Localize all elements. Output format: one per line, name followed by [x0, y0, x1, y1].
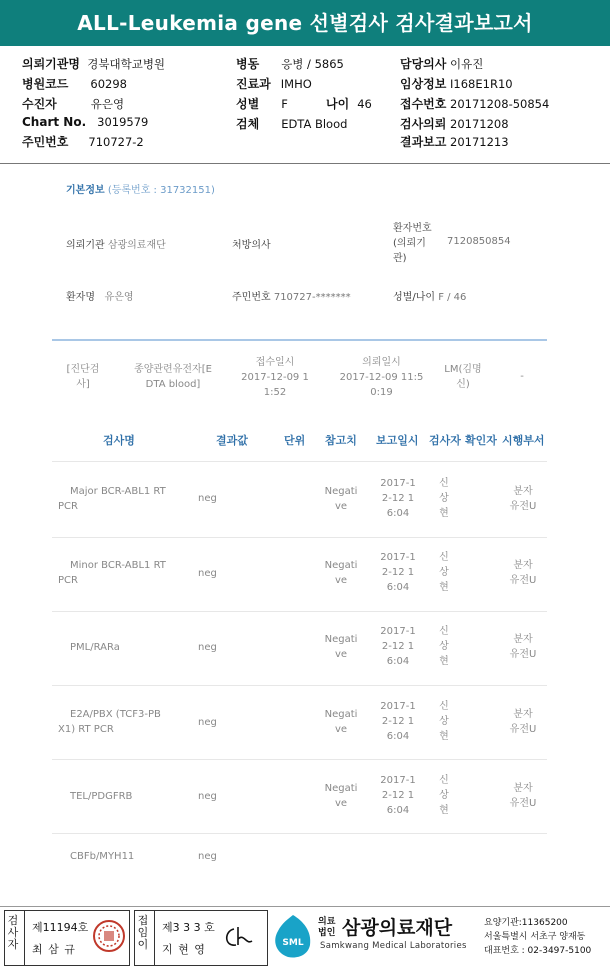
- doctor-label: 담당의사: [400, 57, 447, 71]
- test-name-line1: Minor BCR-ABL1 RT: [70, 560, 166, 571]
- order-test-type-line2: DTA blood]: [145, 379, 201, 390]
- reference-value: [318, 558, 364, 588]
- requested-value-line2: 0:19: [370, 387, 393, 398]
- age-row: [326, 95, 372, 112]
- hospital-code-label: 병원코드: [22, 77, 69, 91]
- test-name-line2: PCR: [58, 501, 78, 512]
- tester-char1: 신: [439, 775, 449, 786]
- specimen-label: 검체: [236, 117, 260, 131]
- ward-label: 병동: [236, 57, 260, 71]
- tester-char2: 상: [439, 493, 449, 504]
- chart-no-value: 3019579: [97, 115, 149, 129]
- report-date-line3: 6:04: [386, 582, 410, 593]
- report-date-line3: 6:04: [386, 731, 410, 742]
- receipt-no-label: 접수번호: [400, 97, 447, 111]
- received-label: 접수일시: [255, 357, 295, 368]
- tester-name: [434, 550, 454, 595]
- col-report-date: 보고일시: [376, 434, 419, 447]
- test-name: [58, 849, 188, 864]
- rrn-field-label: 주민번호: [232, 292, 271, 303]
- patient-value: 유은영: [90, 97, 125, 111]
- doctor-value: 이유진: [450, 57, 484, 71]
- department-line1: 분자: [513, 709, 533, 720]
- report-date-line2: 2-12 1: [381, 493, 415, 504]
- department-line1: 분자: [513, 634, 533, 645]
- institution-row: [22, 55, 165, 72]
- order-dash: -: [520, 371, 524, 382]
- reference-line1: Negati: [324, 486, 358, 497]
- report-date-line1: 2017-1: [380, 478, 416, 489]
- order-test-type-line1: 종양관련유전자[E: [134, 364, 212, 375]
- org-prefix: [318, 917, 335, 939]
- verifier-name-footer: 지 현 영: [162, 943, 206, 956]
- verifier-signature-icon: [222, 919, 258, 953]
- report-date-line3: 6:04: [386, 508, 410, 519]
- department-line1: 분자: [513, 560, 533, 571]
- rrn-value: 710727-2: [88, 135, 144, 149]
- report-date-line2: 2-12 1: [381, 641, 415, 652]
- tester-char1: 신: [439, 478, 449, 489]
- test-name: [58, 789, 188, 804]
- report-datetime: [370, 699, 426, 744]
- institution-code: 요양기관:11365200: [484, 918, 568, 928]
- result-value: neg: [198, 717, 217, 728]
- hospital-code-row: [22, 75, 127, 92]
- verifier-license-no: 제3 3 3 호: [162, 921, 215, 934]
- sex-label: 성별: [236, 97, 260, 111]
- tester-char1: 신: [439, 626, 449, 637]
- report-footer: [0, 906, 610, 976]
- tester-name-footer: 최 삼 규: [32, 943, 76, 956]
- order-test-type: [118, 362, 228, 392]
- department-name: [500, 707, 546, 737]
- institution-field-value: 삼광의료재단: [107, 240, 166, 251]
- order-diagnosis-line2: 사]: [76, 379, 90, 390]
- org-phone: 대표번호 : 02-3497-5100: [484, 946, 592, 956]
- report-date-line3: 6:04: [386, 656, 410, 667]
- tester-char2: 상: [439, 716, 449, 727]
- report-date-label: 결과보고: [400, 135, 447, 149]
- ward-value: 응병 / 5865: [281, 57, 344, 71]
- tester-char1: 신: [439, 552, 449, 563]
- report-date-line1: 2017-1: [380, 701, 416, 712]
- institution-field-label: 의뢰기관: [66, 240, 105, 251]
- report-datetime: [370, 624, 426, 669]
- patient-name-field: [66, 288, 134, 303]
- test-name-line1: CBFb/MYH11: [70, 851, 135, 862]
- result-value: neg: [198, 851, 217, 862]
- tester-name: [434, 476, 454, 521]
- ward-row: [236, 55, 344, 72]
- patient-name-label: 환자명: [66, 292, 95, 303]
- clinical-info-row: [400, 75, 513, 92]
- patient-name-value: 유은영: [104, 292, 134, 303]
- report-title: ALL-Leukemia gene 선별검사 검사결과보고서: [0, 0, 610, 46]
- reference-value: [318, 707, 364, 737]
- patient-number-label: [393, 221, 432, 266]
- receipt-no-value: 20171208-50854: [450, 97, 550, 111]
- verifier-box-divider: [154, 910, 155, 966]
- rrn-field-value: 710727-*******: [273, 292, 351, 303]
- col-test-name: 검사명: [103, 434, 135, 447]
- requested-datetime: [329, 355, 434, 400]
- department-name: [500, 484, 546, 514]
- row-divider: [52, 759, 547, 760]
- chart-no-label: Chart No.: [22, 115, 87, 129]
- tester-license-no: 제11194호: [32, 921, 89, 934]
- rrn-field: [232, 288, 351, 303]
- test-name: [58, 558, 188, 588]
- tester-char2: 상: [439, 641, 449, 652]
- specimen-value: EDTA Blood: [281, 117, 348, 131]
- test-name-line2: X1) RT PCR: [58, 724, 114, 735]
- row-divider: [52, 833, 547, 834]
- col-unit: 단위: [284, 434, 306, 447]
- doctor-row: [400, 55, 483, 72]
- reference-line1: Negati: [324, 634, 358, 645]
- org-name: 삼광의료재단: [342, 917, 453, 939]
- institution-label: 의뢰기관명: [22, 57, 80, 71]
- result-value: neg: [198, 791, 217, 802]
- tester-name: [434, 773, 454, 818]
- patient-label: 수진자: [22, 97, 57, 111]
- test-name-line1: E2A/PBX (TCF3-PB: [70, 709, 161, 720]
- row-divider: [52, 537, 547, 538]
- result-value: neg: [198, 642, 217, 653]
- department-name: [500, 558, 546, 588]
- rrn-label: 주민번호: [22, 135, 69, 149]
- report-datetime: [370, 476, 426, 521]
- clinical-info-label: 임상정보: [400, 77, 447, 91]
- tester-char3: 현: [439, 656, 449, 667]
- sex-value: F: [281, 97, 288, 111]
- reference-line2: ve: [334, 798, 348, 809]
- test-name: [58, 640, 188, 655]
- tester-char2: 상: [439, 567, 449, 578]
- institution-value: 경북대학교병원: [87, 57, 166, 71]
- department-name: [500, 781, 546, 811]
- report-date-line2: 2-12 1: [381, 716, 415, 727]
- section-divider: [52, 339, 547, 341]
- age-label: 나이: [326, 97, 350, 111]
- report-date-line1: 2017-1: [380, 552, 416, 563]
- reference-value: [318, 632, 364, 662]
- request-date-label: 검사의뢰: [400, 117, 447, 131]
- sex-age-value: F / 46: [438, 292, 467, 303]
- patient-number-value: 7120850854: [447, 236, 511, 247]
- order-diagnosis: [58, 362, 108, 392]
- report-datetime: [370, 773, 426, 818]
- verifier-box-label: 접임이: [137, 914, 149, 951]
- org-prefix-line1: 의료: [318, 917, 336, 927]
- lab-manager-line2: 신): [456, 379, 470, 390]
- sml-logo-text: SML: [282, 938, 304, 948]
- lab-manager-line1: LM(김명: [444, 364, 482, 375]
- rrn-row: [22, 133, 144, 150]
- department-line2: 유전U: [509, 724, 537, 735]
- age-value: 46: [357, 97, 372, 111]
- specimen-row: [236, 115, 347, 132]
- result-value: neg: [198, 568, 217, 579]
- received-value-line1: 2017-12-09 1: [241, 372, 309, 383]
- tester-seal-icon: [92, 919, 126, 953]
- patient-number-label-line3: 관): [393, 253, 407, 264]
- requested-value-line1: 2017-12-09 11:5: [339, 372, 424, 383]
- col-department: 시행부서: [502, 434, 545, 447]
- tester-box-label: 검사자: [7, 914, 19, 951]
- basic-info-title: 기본정보: [66, 185, 105, 196]
- reference-value: [318, 484, 364, 514]
- department-line1: 분자: [513, 783, 533, 794]
- sml-logo-icon: [270, 913, 316, 959]
- department-row: [236, 75, 312, 92]
- clinical-info-value: I168E1R10: [450, 77, 513, 91]
- patient-number-label-line1: 환자번호: [393, 223, 432, 234]
- report-datetime: [370, 550, 426, 595]
- patient-row: [22, 95, 124, 112]
- row-divider: [52, 611, 547, 612]
- tester-char2: 상: [439, 790, 449, 801]
- hospital-code-value: 60298: [90, 77, 127, 91]
- chart-no-row: [22, 115, 148, 129]
- received-datetime: [232, 355, 318, 400]
- test-name-line2: PCR: [58, 575, 78, 586]
- department-line2: 유전U: [509, 501, 537, 512]
- department-label: 진료과: [236, 77, 271, 91]
- report-date-line2: 2-12 1: [381, 567, 415, 578]
- department-value: IMHO: [280, 77, 312, 91]
- department-line1: 분자: [513, 486, 533, 497]
- reference-line2: ve: [334, 724, 348, 735]
- report-date-row: [400, 133, 509, 150]
- department-name: [500, 632, 546, 662]
- reference-line1: Negati: [324, 560, 358, 571]
- test-name: [58, 484, 188, 514]
- sex-row: [236, 95, 288, 112]
- reference-line2: ve: [334, 575, 348, 586]
- reference-value: [318, 781, 364, 811]
- tester-char3: 현: [439, 582, 449, 593]
- table-header-divider: [52, 461, 547, 462]
- registration-number: (등록번호 : 31732151): [107, 185, 215, 196]
- prescriber-label: 처방의사: [232, 240, 271, 251]
- patient-number-label-line2: (의뢰기: [393, 238, 426, 249]
- sex-age-field: [393, 288, 466, 303]
- tester-char3: 현: [439, 731, 449, 742]
- reference-line1: Negati: [324, 709, 358, 720]
- department-line2: 유전U: [509, 575, 537, 586]
- report-date-value: 20171213: [450, 135, 509, 149]
- org-address: 서울특별시 서초구 양재동: [484, 932, 586, 942]
- received-value-line2: 1:52: [263, 387, 287, 398]
- col-result: 결과값: [216, 434, 248, 447]
- org-english-name: Samkwang Medical Laboratories: [320, 941, 467, 951]
- request-date-row: [400, 115, 509, 132]
- header-divider: [0, 163, 610, 164]
- order-diagnosis-line1: [진단검: [66, 364, 100, 375]
- test-name-line1: PML/RARa: [70, 642, 120, 653]
- prescriber-field: [232, 236, 271, 251]
- receipt-no-row: [400, 95, 549, 112]
- col-verifier: 확인자: [465, 434, 497, 447]
- report-date-line2: 2-12 1: [381, 790, 415, 801]
- col-reference: 참고치: [325, 434, 357, 447]
- lab-manager: [437, 362, 489, 392]
- requested-label: 의뢰일시: [362, 357, 401, 368]
- sex-age-label: 성별/나이: [393, 292, 436, 303]
- report-date-line1: 2017-1: [380, 626, 416, 637]
- test-name-line1: TEL/PDGFRB: [70, 791, 133, 802]
- department-line2: 유전U: [509, 649, 537, 660]
- report-date-line1: 2017-1: [380, 775, 416, 786]
- reference-line1: Negati: [324, 783, 358, 794]
- tester-name: [434, 624, 454, 669]
- tester-char3: 현: [439, 805, 449, 816]
- test-name-line1: Major BCR-ABL1 RT: [70, 486, 166, 497]
- org-prefix-line2: 법인: [318, 928, 336, 938]
- institution-field: [66, 236, 166, 251]
- report-date-line3: 6:04: [386, 805, 410, 816]
- department-line2: 유전U: [509, 798, 537, 809]
- test-name: [58, 707, 188, 737]
- reference-line2: ve: [334, 501, 348, 512]
- col-tester: 검사자: [429, 434, 461, 447]
- tester-box-divider: [24, 910, 25, 966]
- tester-name: [434, 699, 454, 744]
- request-date-value: 20171208: [450, 117, 509, 131]
- tester-char1: 신: [439, 701, 449, 712]
- result-value: neg: [198, 493, 217, 504]
- basic-info-heading: [66, 181, 215, 196]
- tester-char3: 현: [439, 508, 449, 519]
- row-divider: [52, 685, 547, 686]
- reference-line2: ve: [334, 649, 348, 660]
